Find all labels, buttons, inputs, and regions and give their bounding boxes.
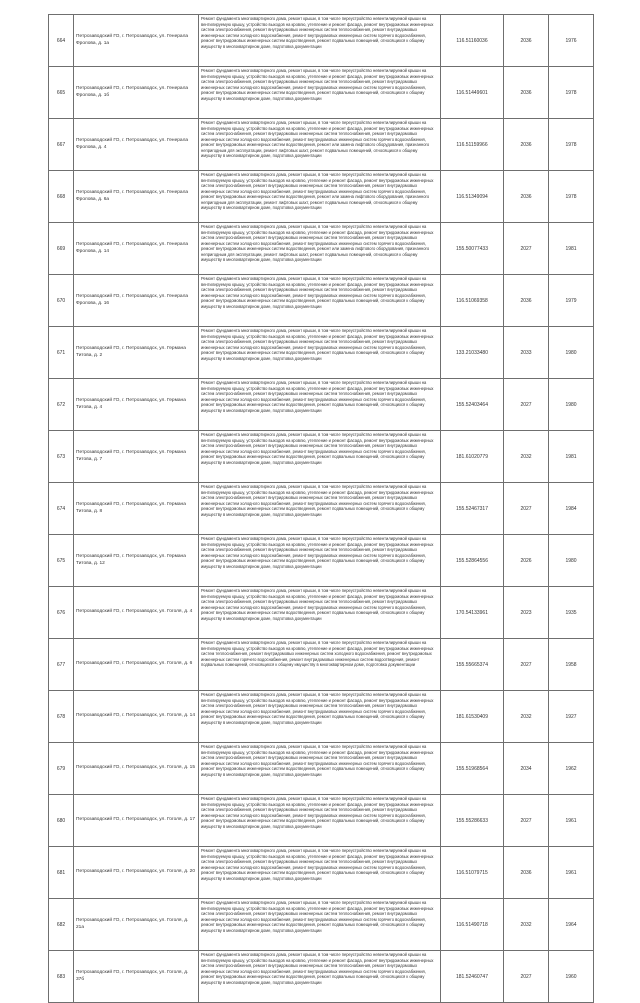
- works-cell: Ремонт фундамента многоквартирного дома, ремонт крыши, в том числе переустройство невентилируемой крыши на вентилируемую крышу, устройство выходов на кровлю, утепление и ремонт фасада, ремонт внутридомовых инженерных систем электроснабжения, ремонт внутридомовых инженерных систем теплоснабжения, ремонт внутридомовых инженерных систем холодного водоснабжения, ремонт внутридомовых инженерных систем горячего водоснабжения, ремонт внутридомовых инженерных систем водоотведения, ремонт подвальных помещений, относящихся к общему имуществу в многоквартирном доме, подготовка документации: [199, 951, 441, 1003]
- works-cell: Ремонт фундамента многоквартирного дома, ремонт крыши, в том числе переустройство невентилируемой крыши на вентилируемую крышу, устройство выходов на кровлю, утепление и ремонт фасада, ремонт внутридомовых инженерных систем электроснабжения, ремонт внутридомовых инженерных систем теплоснабжения, ремонт внутридомовых инженерных систем холодного водоснабжения, ремонт внутридомовых инженерных систем горячего водоснабжения, ремонт внутридомовых инженерных систем водоотведения, ремонт подвальных помещений, относящихся к общему имуществу в многоквартирном доме, подготовка документации: [199, 899, 441, 951]
- works-cell: Ремонт фундамента многоквартирного дома, ремонт крыши, в том числе переустройство невентилируемой крыши на вентилируемую крышу, устройство выходов на кровлю, утепление и ремонт фасада, ремонт внутридомовых инженерных систем электроснабжения, ремонт внутридомовых инженерных систем теплоснабжения, ремонт внутридомовых инженерных систем холодного водоснабжения, ремонт внутридомовых инженерных систем горячего водоснабжения, ремонт внутридомовых инженерных систем водоотведения, ремонт подвальных помещений, относящихся к общему имуществу в многоквартирном доме, подготовка документации: [199, 275, 441, 327]
- build-year-cell: 1964: [549, 899, 594, 951]
- area-cell: 116.51069358: [441, 275, 504, 327]
- area-cell: 116.51079715: [441, 847, 504, 899]
- address-cell: Петрозаводский ГО, г. Петрозаводск, ул. Германа Титова, д. 7: [74, 431, 199, 483]
- table-row: [49, 171, 594, 223]
- row-number-cell: 679: [49, 743, 74, 795]
- table-row: [49, 847, 594, 899]
- planned-year-cell: 2034: [504, 743, 549, 795]
- build-year-cell: 1981: [549, 223, 594, 275]
- row-number-cell: 674: [49, 483, 74, 535]
- works-cell: Ремонт фундамента многоквартирного дома, ремонт крыши, в том числе переустройство невентилируемой крыши на вентилируемую крышу, устройство выходов на кровлю, утепление и ремонт фасада, ремонт внутридомовых инженерных систем электроснабжения, ремонт внутридомовых инженерных систем теплоснабжения, ремонт внутридомовых инженерных систем холодного водоснабжения, ремонт внутридомовых инженерных систем горячего водоснабжения, ремонт внутридомовых инженерных систем водоотведения, ремонт подвальных помещений, относящихся к общему имуществу в многоквартирном доме, подготовка документации: [199, 483, 441, 535]
- area-cell: 181.61020779: [441, 431, 504, 483]
- planned-year-cell: 2023: [504, 587, 549, 639]
- row-number-cell: 673: [49, 431, 74, 483]
- address-cell: Петрозаводский ГО, г. Петрозаводск, ул. Гоголя, д. 21а: [74, 899, 199, 951]
- row-number-cell: 676: [49, 587, 74, 639]
- works-cell: Ремонт фундамента многоквартирного дома, ремонт крыши, в том числе переустройство невентилируемой крыши на вентилируемую крышу, устройство выходов на кровлю, утепление и ремонт фасада, ремонт внутридомовых инженерных систем электроснабжения, ремонт внутридомовых инженерных систем теплоснабжения, ремонт внутридомовых инженерных систем холодного водоснабжения, ремонт внутридомовых инженерных систем горячего водоснабжения, ремонт внутридомовых инженерных систем водоотведения, ремонт подвальных помещений, относящихся к общему имуществу в многоквартирном доме, подготовка документации: [199, 535, 441, 587]
- row-number-cell: 664: [49, 15, 74, 67]
- works-cell: Ремонт фундамента многоквартирного дома, ремонт крыши, в том числе переустройство невентилируемой крыши на вентилируемую крышу, устройство выходов на кровлю, утепление и ремонт фасада, ремонт внутридомовых инженерных систем электроснабжения, ремонт внутридомовых инженерных систем теплоснабжения, ремонт внутридомовых инженерных систем холодного водоснабжения, ремонт внутридомовых инженерных систем горячего водоснабжения, ремонт внутридомовых инженерных систем водоотведения, ремонт подвальных помещений, относящихся к общему имуществу в многоквартирном доме, подготовка документации: [199, 587, 441, 639]
- table-row: [49, 951, 594, 1003]
- area-cell: 116.51449601: [441, 67, 504, 119]
- area-cell: 116.51160036: [441, 15, 504, 67]
- area-cell: 155.52403464: [441, 379, 504, 431]
- build-year-cell: 1978: [549, 171, 594, 223]
- row-number-cell: 680: [49, 795, 74, 847]
- area-cell: 133.21033480: [441, 327, 504, 379]
- works-cell: Ремонт фундамента многоквартирного дома, ремонт крыши, в том числе переустройство невентилируемой крыши на вентилируемую крышу, устройство выходов на кровлю, утепление и ремонт фасада, ремонт внутридомовых инженерных систем электроснабжения, ремонт внутридомовых инженерных систем теплоснабжения, ремонт внутридомовых инженерных систем холодного водоснабжения, ремонт внутридомовых инженерных систем горячего водоснабжения, ремонт внутридомовых инженерных систем водоотведения, ремонт подвальных помещений, относящихся к общему имуществу в многоквартирном доме, подготовка документации: [199, 15, 441, 67]
- build-year-cell: 1960: [549, 951, 594, 1003]
- planned-year-cell: 2032: [504, 431, 549, 483]
- planned-year-cell: 2036: [504, 15, 549, 67]
- build-year-cell: 1980: [549, 379, 594, 431]
- table-row: [49, 15, 594, 67]
- area-cell: 155.55665374: [441, 639, 504, 691]
- address-cell: Петрозаводский ГО, г. Петрозаводск, ул. Гоголя, д. 14: [74, 691, 199, 743]
- works-cell: Ремонт фундамента многоквартирного дома, ремонт крыши, в том числе переустройство невентилируемой крыши на вентилируемую крышу, устройство выходов на кровлю, утепление и ремонт фасада, ремонт внутридомовых инженерных систем электроснабжения, ремонт внутридомовых инженерных систем теплоснабжения, ремонт внутридомовых инженерных систем холодного водоснабжения, ремонт внутридомовых инженерных систем горячего водоснабжения, ремонт внутридомовых инженерных систем водоотведения, ремонт или замена лифтового оборудования, признанного непригодным для эксплуатации, ремонт лифтовых шахт, ремонт подвальных помещений, относящихся к общему имуществу в многоквартирном доме, подготовка документации: [199, 119, 441, 171]
- area-cell: 181.61530409: [441, 691, 504, 743]
- table-row: [49, 379, 594, 431]
- row-number-cell: 675: [49, 535, 74, 587]
- table-row: [49, 67, 594, 119]
- address-cell: Петрозаводский ГО, г. Петрозаводск, ул. Гоголя, д. 6: [74, 639, 199, 691]
- address-cell: Петрозаводский ГО, г. Петрозаводск, ул. Германа Титова, д. 12: [74, 535, 199, 587]
- build-year-cell: 1978: [549, 119, 594, 171]
- row-number-cell: 677: [49, 639, 74, 691]
- row-number-cell: 683: [49, 951, 74, 1003]
- address-cell: Петрозаводский ГО, г. Петрозаводск, ул. Гоголя, д. 37б: [74, 951, 199, 1003]
- planned-year-cell: 2027: [504, 795, 549, 847]
- address-cell: Петрозаводский ГО, г. Петрозаводск, ул. Генерала Фролова, д. 1а: [74, 15, 199, 67]
- works-cell: Ремонт фундамента многоквартирного дома, ремонт крыши, в том числе переустройство невентилируемой крыши на вентилируемую крышу, устройство выходов на кровлю, утепление и ремонт фасада, ремонт внутридомовых инженерных систем электроснабжения, ремонт внутридомовых инженерных систем теплоснабжения, ремонт внутридомовых инженерных систем холодного водоснабжения, ремонт внутридомовых инженерных систем горячего водоснабжения, ремонт внутридомовых инженерных систем водоотведения, ремонт подвальных помещений, относящихся к общему имуществу в многоквартирном доме, подготовка документации: [199, 379, 441, 431]
- planned-year-cell: 2036: [504, 119, 549, 171]
- build-year-cell: 1961: [549, 847, 594, 899]
- area-cell: 116.51349094: [441, 171, 504, 223]
- table-row: [49, 327, 594, 379]
- area-cell: 181.52460747: [441, 951, 504, 1003]
- works-cell: Ремонт фундамента многоквартирного дома, ремонт крыши, в том числе переустройство невентилируемой крыши на вентилируемую крышу, устройство выходов на кровлю, утепление и ремонт фасада, ремонт внутридомовых инженерных систем теплоснабжения, ремонт внутридомовых инженерных систем холодного водоснабжения, ремонт внутридомовых инженерных систем горячего водоснабжения, ремонт внутридомовых инженерных систем водоотведения, ремонт подвальных помещений, относящихся к общему имуществу в многоквартирном доме, подготовка документации: [199, 639, 441, 691]
- planned-year-cell: 2032: [504, 691, 549, 743]
- planned-year-cell: 2027: [504, 639, 549, 691]
- address-cell: Петрозаводский ГО, г. Петрозаводск, ул. Германа Титова, д. 4: [74, 379, 199, 431]
- table-row: [49, 743, 594, 795]
- address-cell: Петрозаводский ГО, г. Петрозаводск, ул. Германа Титова, д. 8: [74, 483, 199, 535]
- row-number-cell: 678: [49, 691, 74, 743]
- planned-year-cell: 2033: [504, 327, 549, 379]
- build-year-cell: 1980: [549, 535, 594, 587]
- table-row: [49, 119, 594, 171]
- document-page: [48, 14, 594, 985]
- works-cell: Ремонт фундамента многоквартирного дома, ремонт крыши, в том числе переустройство невентилируемой крыши на вентилируемую крышу, устройство выходов на кровлю, утепление и ремонт фасада, ремонт внутридомовых инженерных систем электроснабжения, ремонт внутридомовых инженерных систем теплоснабжения, ремонт внутридомовых инженерных систем холодного водоснабжения, ремонт внутридомовых инженерных систем горячего водоснабжения, ремонт внутридомовых инженерных систем водоотведения, ремонт подвальных помещений, относящихся к общему имуществу в многоквартирном доме, подготовка документации: [199, 431, 441, 483]
- address-cell: Петрозаводский ГО, г. Петрозаводск, ул. Гоголя, д. 17: [74, 795, 199, 847]
- build-year-cell: 1961: [549, 795, 594, 847]
- build-year-cell: 1962: [549, 743, 594, 795]
- address-cell: Петрозаводский ГО, г. Петрозаводск, ул. Гоголя, д. 15: [74, 743, 199, 795]
- row-number-cell: 668: [49, 171, 74, 223]
- row-number-cell: 682: [49, 899, 74, 951]
- row-number-cell: 681: [49, 847, 74, 899]
- build-year-cell: 1927: [549, 691, 594, 743]
- planned-year-cell: 2026: [504, 535, 549, 587]
- area-cell: 116.51490718: [441, 899, 504, 951]
- area-cell: 155.51968564: [441, 743, 504, 795]
- area-cell: 116.51159966: [441, 119, 504, 171]
- address-cell: Петрозаводский ГО, г. Петрозаводск, ул. Гоголя, д. 20: [74, 847, 199, 899]
- build-year-cell: 1976: [549, 15, 594, 67]
- address-cell: Петрозаводский ГО, г. Петрозаводск, ул. Генерала Фролова, д. 1б: [74, 67, 199, 119]
- planned-year-cell: 2027: [504, 223, 549, 275]
- works-cell: Ремонт фундамента многоквартирного дома, ремонт крыши, в том числе переустройство невентилируемой крыши на вентилируемую крышу, устройство выходов на кровлю, утепление и ремонт фасада, ремонт внутридомовых инженерных систем электроснабжения, ремонт внутридомовых инженерных систем теплоснабжения, ремонт внутридомовых инженерных систем холодного водоснабжения, ремонт внутридомовых инженерных систем горячего водоснабжения, ремонт внутридомовых инженерных систем водоотведения, ремонт подвальных помещений, относящихся к общему имуществу в многоквартирном доме, подготовка документации: [199, 847, 441, 899]
- build-year-cell: 1980: [549, 327, 594, 379]
- address-cell: Петрозаводский ГО, г. Петрозаводск, ул. Генерала Фролова, д. 6а: [74, 171, 199, 223]
- works-cell: Ремонт фундамента многоквартирного дома, ремонт крыши, в том числе переустройство невентилируемой крыши на вентилируемую крышу, устройство выходов на кровлю, утепление и ремонт фасада, ремонт внутридомовых инженерных систем электроснабжения, ремонт внутридомовых инженерных систем теплоснабжения, ремонт внутридомовых инженерных систем холодного водоснабжения, ремонт внутридомовых инженерных систем горячего водоснабжения, ремонт внутридомовых инженерных систем водоотведения, ремонт подвальных помещений, относящихся к общему имуществу в многоквартирном доме, подготовка документации: [199, 691, 441, 743]
- area-cell: 170.54133961: [441, 587, 504, 639]
- area-cell: 155.52864556: [441, 535, 504, 587]
- row-number-cell: 671: [49, 327, 74, 379]
- address-cell: Петрозаводский ГО, г. Петрозаводск, ул. Генерала Фролова, д. 4: [74, 119, 199, 171]
- table-row: [49, 223, 594, 275]
- planned-year-cell: 2036: [504, 847, 549, 899]
- build-year-cell: 1984: [549, 483, 594, 535]
- table-row: [49, 691, 594, 743]
- works-cell: Ремонт фундамента многоквартирного дома, ремонт крыши, в том числе переустройство невентилируемой крыши на вентилируемую крышу, устройство выходов на кровлю, утепление и ремонт фасада, ремонт внутридомовых инженерных систем электроснабжения, ремонт внутридомовых инженерных систем теплоснабжения, ремонт внутридомовых инженерных систем холодного водоснабжения, ремонт внутридомовых инженерных систем горячего водоснабжения, ремонт внутридомовых инженерных систем водоотведения, ремонт подвальных помещений, относящихся к общему имуществу в многоквартирном доме, подготовка документации: [199, 743, 441, 795]
- address-cell: Петрозаводский ГО, г. Петрозаводск, ул. Генерала Фролова, д. 14: [74, 223, 199, 275]
- row-number-cell: 665: [49, 67, 74, 119]
- works-cell: Ремонт фундамента многоквартирного дома, ремонт крыши, в том числе переустройство невентилируемой крыши на вентилируемую крышу, устройство выходов на кровлю, утепление и ремонт фасада, ремонт внутридомовых инженерных систем электроснабжения, ремонт внутридомовых инженерных систем теплоснабжения, ремонт внутридомовых инженерных систем холодного водоснабжения, ремонт внутридомовых инженерных систем горячего водоснабжения, ремонт внутридомовых инженерных систем водоотведения, ремонт или замена лифтового оборудования, признанного непригодным для эксплуатации, ремонт лифтовых шахт, ремонт подвальных помещений, относящихся к общему имуществу в многоквартирном доме, подготовка документации: [199, 171, 441, 223]
- build-year-cell: 1935: [549, 587, 594, 639]
- area-cell: 155.50077433: [441, 223, 504, 275]
- build-year-cell: 1979: [549, 275, 594, 327]
- table-row: [49, 275, 594, 327]
- row-number-cell: 670: [49, 275, 74, 327]
- works-cell: Ремонт фундамента многоквартирного дома, ремонт крыши, в том числе переустройство невентилируемой крыши на вентилируемую крышу, устройство выходов на кровлю, утепление и ремонт фасада, ремонт внутридомовых инженерных систем электроснабжения, ремонт внутридомовых инженерных систем теплоснабжения, ремонт внутридомовых инженерных систем холодного водоснабжения, ремонт внутридомовых инженерных систем горячего водоснабжения, ремонт внутридомовых инженерных систем водоотведения, ремонт подвальных помещений, относящихся к общему имуществу в многоквартирном доме, подготовка документации: [199, 67, 441, 119]
- table-row: [49, 795, 594, 847]
- area-cell: 155.52467317: [441, 483, 504, 535]
- planned-year-cell: 2036: [504, 171, 549, 223]
- area-cell: 155.55286633: [441, 795, 504, 847]
- build-year-cell: 1978: [549, 67, 594, 119]
- address-cell: Петрозаводский ГО, г. Петрозаводск, ул. Генерала Фролова, д. 16: [74, 275, 199, 327]
- row-number-cell: 669: [49, 223, 74, 275]
- planned-year-cell: 2027: [504, 483, 549, 535]
- row-number-cell: 672: [49, 379, 74, 431]
- table-row: [49, 899, 594, 951]
- planned-year-cell: 2027: [504, 379, 549, 431]
- build-year-cell: 1981: [549, 431, 594, 483]
- row-number-cell: 667: [49, 119, 74, 171]
- address-cell: Петрозаводский ГО, г. Петрозаводск, ул. Гоголя, д. 4: [74, 587, 199, 639]
- housing-repair-table: [48, 14, 594, 1003]
- planned-year-cell: 2036: [504, 275, 549, 327]
- works-cell: Ремонт фундамента многоквартирного дома, ремонт крыши, в том числе переустройство невентилируемой крыши на вентилируемую крышу, устройство выходов на кровлю, утепление и ремонт фасада, ремонт внутридомовых инженерных систем электроснабжения, ремонт внутридомовых инженерных систем теплоснабжения, ремонт внутридомовых инженерных систем холодного водоснабжения, ремонт внутридомовых инженерных систем горячего водоснабжения, ремонт внутридомовых инженерных систем водоотведения, ремонт подвальных помещений, относящихся к общему имуществу в многоквартирном доме, подготовка документации: [199, 327, 441, 379]
- table-row: [49, 483, 594, 535]
- table-row: [49, 535, 594, 587]
- table-row: [49, 587, 594, 639]
- planned-year-cell: 2027: [504, 951, 549, 1003]
- address-cell: Петрозаводский ГО, г. Петрозаводск, ул. Германа Титова, д. 2: [74, 327, 199, 379]
- planned-year-cell: 2036: [504, 67, 549, 119]
- table-row: [49, 639, 594, 691]
- works-cell: Ремонт фундамента многоквартирного дома, ремонт крыши, в том числе переустройство невентилируемой крыши на вентилируемую крышу, устройство выходов на кровлю, утепление и ремонт фасада, ремонт внутридомовых инженерных систем электроснабжения, ремонт внутридомовых инженерных систем теплоснабжения, ремонт внутридомовых инженерных систем холодного водоснабжения, ремонт внутридомовых инженерных систем горячего водоснабжения, ремонт внутридомовых инженерных систем водоотведения, ремонт или замена лифтового оборудования, признанного непригодным для эксплуатации, ремонт лифтовых шахт, ремонт подвальных помещений, относящихся к общему имуществу в многоквартирном доме, подготовка документации: [199, 223, 441, 275]
- planned-year-cell: 2032: [504, 899, 549, 951]
- works-cell: Ремонт фундамента многоквартирного дома, ремонт крыши, в том числе переустройство невентилируемой крыши на вентилируемую крышу, устройство выходов на кровлю, утепление и ремонт фасада, ремонт внутридомовых инженерных систем электроснабжения, ремонт внутридомовых инженерных систем теплоснабжения, ремонт внутридомовых инженерных систем холодного водоснабжения, ремонт внутридомовых инженерных систем горячего водоснабжения, ремонт внутридомовых инженерных систем водоотведения, ремонт подвальных помещений, относящихся к общему имуществу в многоквартирном доме, подготовка документации: [199, 795, 441, 847]
- table-row: [49, 431, 594, 483]
- build-year-cell: 1958: [549, 639, 594, 691]
